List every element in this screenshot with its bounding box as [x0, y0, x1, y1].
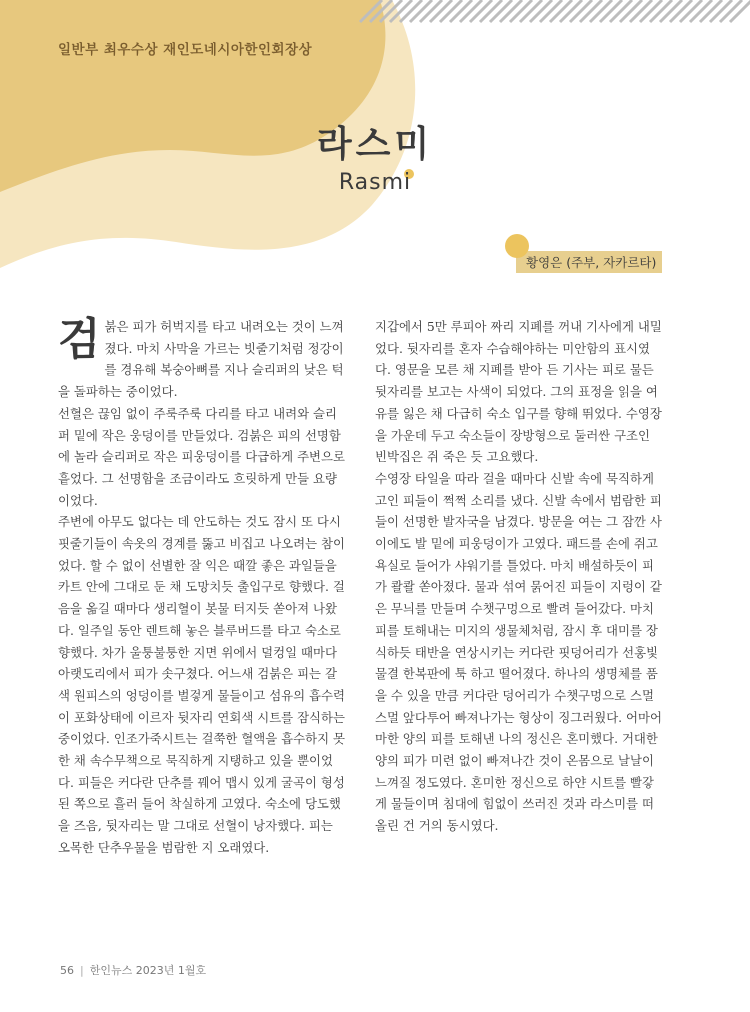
paragraph: 선혈은 끊임 없이 주룩주룩 다리를 타고 내려와 슬리퍼 밑에 작은 웅덩이를 만들었다. 검붉은 피의 선명함에 놀라 슬리퍼로 작은 피웅덩이를 다급하게 주변으로 흩었다. 그 선명함을 조금이라도 흐릿하게 만들 요량이었다.	[58, 405, 345, 508]
paragraph: 수영장 타일을 따라 걸을 때마다 신발 속에 묵직하게 고인 피들이 쩍쩍 소리를 냈다. 신발 속에서 범람한 피들이 선명한 발자국을 남겼다. 방문을 여는 그 잠깐 사이에도 발 밑에 피웅덩이가 고였다. 패드를 손에 쥐고 욕실로 들어가 샤워기를 틀었다. 마치 배설하듯이 피가 콸콸 쏟아졌다. 물과 섞여 묽어진 피들이 지렁이 같은 무늬를 만들며 수챗구멍으로 빨려 들어갔다. 마치 피를 토해내는 미지의 생물체처럼, 잠시 후 대미를 장식하듯 태반을 연상시키는 커다란 핏덩어리가 선홍빛 물결 한복판에 툭 하고 떨어졌다. 하나의 생명체를 품을 수 있을 만큼 커다란 덩어리가 수챗구멍으로 스멀스멀 앞다투어 빠져나가는 형상이 징그러웠다. 어마어마한 양의 피를 토해낸 나의 정신은 혼미했다. 거대한 양의 피가 미련 없이 빠져나간 것이 온몸으로 날날이 느껴질 정도였다. 혼미한 정신으로 하얀 시트를 빨갛게 물들이며 침대에 힘없이 쓰러진 것과 라스미를 떠올린 건 거의 동시였다.	[375, 470, 662, 834]
page-footer	[60, 962, 206, 978]
page-subtitle: Rasmi	[338, 170, 412, 195]
paragraph: 붉은 피가 허벅지를 타고 내려오는 것이 느껴졌다. 마치 사막을 가르는 빗줄기처럼 정강이를 경유해 복숭아뼈를 지나 슬리퍼의 낮은 턱을 돌파하는 중이었다.	[58, 319, 344, 400]
drop-cap: 검	[58, 314, 101, 365]
author-credit: 황영은 (주부, 자카르타)	[526, 255, 657, 270]
page-number: 56	[60, 964, 74, 977]
paragraph: 주변에 아무도 없다는 데 안도하는 것도 잠시 또 다시 핏줄기들이 속옷의 경계를 뚫고 비집고 나오려는 참이었다. 할 수 없이 선별한 잘 익은 때깔 좋은 과일들을 카트 안에 그대로 둔 채 도망치듯 출입구로 향했다. 걸음을 옮길 때마다 생리혈이 봇물 터지듯 쏟아져 나왔다. 일주일 동안 렌트해 놓은 블루버드를 타고 숙소로 향했다. 차가 울퉁불퉁한 지면 위에서 덜컹일 때마다 아랫도리에서 피가 솟구쳤다. 어느새 검붉은 피는 갈색 원피스의 엉덩이를 벌겋게 물들이고 섬유의 흡수력이 포화상태에 이르자 뒷자리 연회색 시트를 잠식하는 중이었다. 인조가죽시트는 걸쭉한 혈액을 흡수하지 못한 채 속수무책으로 묵직하게 지탱하고 있을 뿐이었다. 피들은 커다란 단추를 꿰어 맵시 있게 굴곡이 형성된 쪽으로 흘러 들어 착실하게 고였다. 숙소에 당도했을 즈음, 뒷자리는 말 그대로 선혈이 낭자했다. 피는 오목한 단추우물을 범람한 지 오래였다.	[58, 514, 345, 855]
page-title: 라스미	[316, 124, 434, 165]
article-column-left	[58, 316, 346, 859]
award-heading: 일반부 최우수상 재인도네시아한인회장상	[58, 42, 313, 58]
article-column-right	[375, 316, 663, 837]
footer-divider: |	[80, 964, 84, 977]
publication-name: 한인뉴스 2023년 1월호	[89, 964, 207, 977]
stripe-pattern	[360, 0, 750, 22]
paragraph: 지갑에서 5만 루피아 짜리 지폐를 꺼내 기사에게 내밀었다. 뒷자리를 혼자 수습해야하는 미안함의 표시였다. 영문을 모른 채 지폐를 받아 든 기사는 피로 물든 뒷자리를 보고는 사색이 되었다. 그의 표정을 읽을 여유를 잃은 채 다급히 숙소 입구를 향해 뛰었다. 수영장을 가운데 두고 숙소들이 장방형으로 둘러싼 구조인 빈박집은 쥐 죽은 듯 고요했다.	[375, 319, 662, 465]
